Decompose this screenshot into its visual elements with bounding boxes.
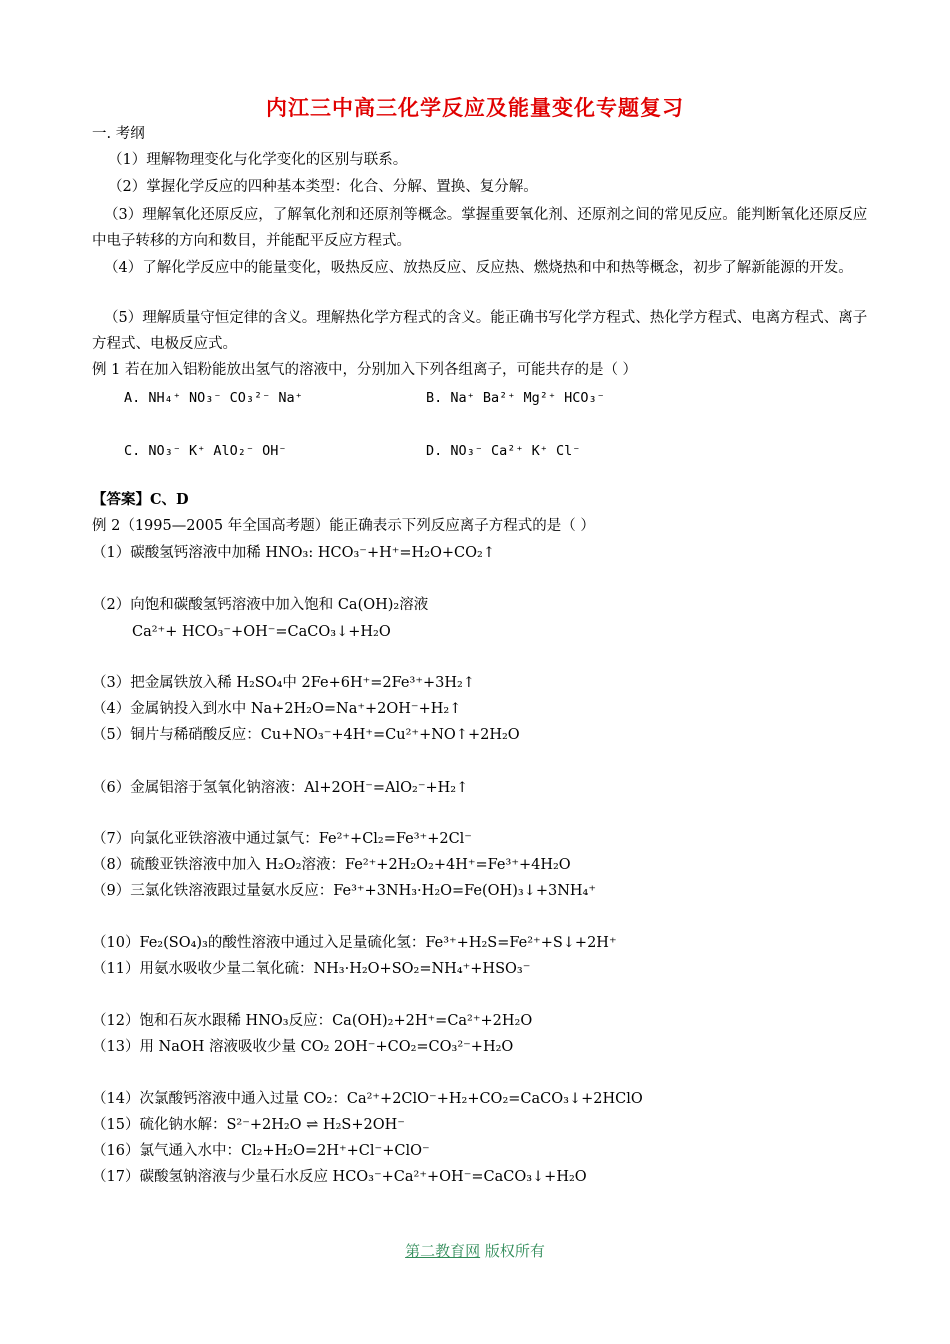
equation-item: （14）次氯酸钙溶液中通入过量 CO₂：Ca²⁺+2ClO⁻+H₂+CO₂=CaCO₃↓+2HClO [92, 1091, 643, 1107]
footer-copyright: 版权所有 [480, 1242, 545, 1260]
equation-item: （1）碳酸氢钙溶液中加稀 HNO₃: HCO₃⁻+H⁺=H₂O+CO₂↑ [92, 545, 495, 561]
equation-item: （2）向饱和碳酸氢钙溶液中加入饱和 Ca(OH)₂溶液 [92, 597, 429, 613]
equation-item: （17）碳酸氢钠溶液与少量石水反应 HCO₃⁻+Ca²⁺+OH⁻=CaCO₃↓+H₂O [92, 1169, 587, 1185]
equation-item: （3）把金属铁放入稀 H₂SO₄中 2Fe+6H⁺=2Fe³⁺+3H₂↑ [92, 675, 475, 691]
equation-item: （11）用氨水吸收少量二氧化硫：NH₃·H₂O+SO₂=NH₄⁺+HSO₃⁻ [92, 961, 531, 977]
example1-question: 例 1 若在加入铝粉能放出氢气的溶液中，分别加入下列各组离子，可能共存的是（ ） [92, 362, 638, 378]
equation-item: Ca²⁺+ HCO₃⁻+OH⁻=CaCO₃↓+H₂O [132, 624, 391, 640]
equation-item: （6）金属铝溶于氢氧化钠溶液：Al+2OH⁻=AlO₂⁻+H₂↑ [92, 780, 469, 796]
footer-link[interactable]: 第二教育网 [405, 1242, 481, 1260]
footer [0, 1240, 950, 1261]
equation-item: （8）硫酸亚铁溶液中加入 H₂O₂溶液：Fe²⁺+2H₂O₂+4H⁺=Fe³⁺+4H₂O [92, 857, 571, 873]
example1-option-c: C. NO₃⁻ K⁺ AlO₂⁻ OH⁻ [124, 443, 287, 459]
example1-option-b: B. Na⁺ Ba²⁺ Mg²⁺ HCO₃⁻ [426, 390, 605, 406]
outline-item-1: （1）理解物理变化与化学变化的区别与联系。 [108, 152, 408, 168]
outline-item-3: （3）理解氧化还原反应，了解氧化剂和还原剂等概念。掌握重要氧化剂、还原剂之间的常见反应。能判断氧化还原反应中电子转移的方向和数目，并能配平反应方程式。 [92, 207, 868, 249]
example2-question: 例 2（1995—2005 年全国高考题）能正确表示下列反应离子方程式的是（ ） [92, 518, 595, 534]
equation-item: （12）饱和石灰水跟稀 HNO₃反应：Ca(OH)₂+2H⁺=Ca²⁺+2H₂O [92, 1013, 533, 1029]
page-title: 内江三中高三化学反应及能量变化专题复习 [266, 95, 684, 120]
equation-item: （13）用 NaOH 溶液吸收少量 CO₂ 2OH⁻+CO₂=CO₃²⁻+H₂O [92, 1039, 514, 1055]
equation-item: （9）三氯化铁溶液跟过量氨水反应：Fe³⁺+3NH₃·H₂O=Fe(OH)₃↓+3NH₄⁺ [92, 883, 596, 899]
equation-item: （5）铜片与稀硝酸反应：Cu+NO₃⁻+4H⁺=Cu²⁺+NO↑+2H₂O [92, 727, 520, 743]
equation-item: （10）Fe₂(SO₄)₃的酸性溶液中通过入足量硫化氢：Fe³⁺+H₂S=Fe²⁺+S↓+2H⁺ [92, 935, 617, 951]
equation-item: （7）向氯化亚铁溶液中通过氯气：Fe²⁺+Cl₂=Fe³⁺+2Cl⁻ [92, 831, 472, 847]
equation-item: （16）氯气通入水中：Cl₂+H₂O=2H⁺+Cl⁻+ClO⁻ [92, 1143, 430, 1159]
outline-item-4: （4）了解化学反应中的能量变化，吸热反应、放热反应、反应热、燃烧热和中和热等概念，初步了解新能源的开发。 [104, 260, 853, 276]
outline-item-2: （2）掌握化学反应的四种基本类型：化合、分解、置换、复分解。 [108, 179, 538, 195]
outline-item-5: （5）理解质量守恒定律的含义。理解热化学方程式的含义。能正确书写化学方程式、热化学方程式、电离方程式、离子方程式、电极反应式。 [92, 310, 868, 352]
section-heading: 一. 考纲 [92, 126, 145, 142]
equation-item: （4）金属钠投入到水中 Na+2H₂O=Na⁺+2OH⁻+H₂↑ [92, 701, 462, 717]
equation-item: （15）硫化钠水解：S²⁻+2H₂O ⇌ H₂S+2OH⁻ [92, 1117, 405, 1133]
example1-option-d: D. NO₃⁻ Ca²⁺ K⁺ Cl⁻ [426, 443, 581, 459]
example1-answer: 【答案】C、D [92, 491, 189, 508]
example1-option-a: A. NH₄⁺ NO₃⁻ CO₃²⁻ Na⁺ [124, 390, 303, 406]
